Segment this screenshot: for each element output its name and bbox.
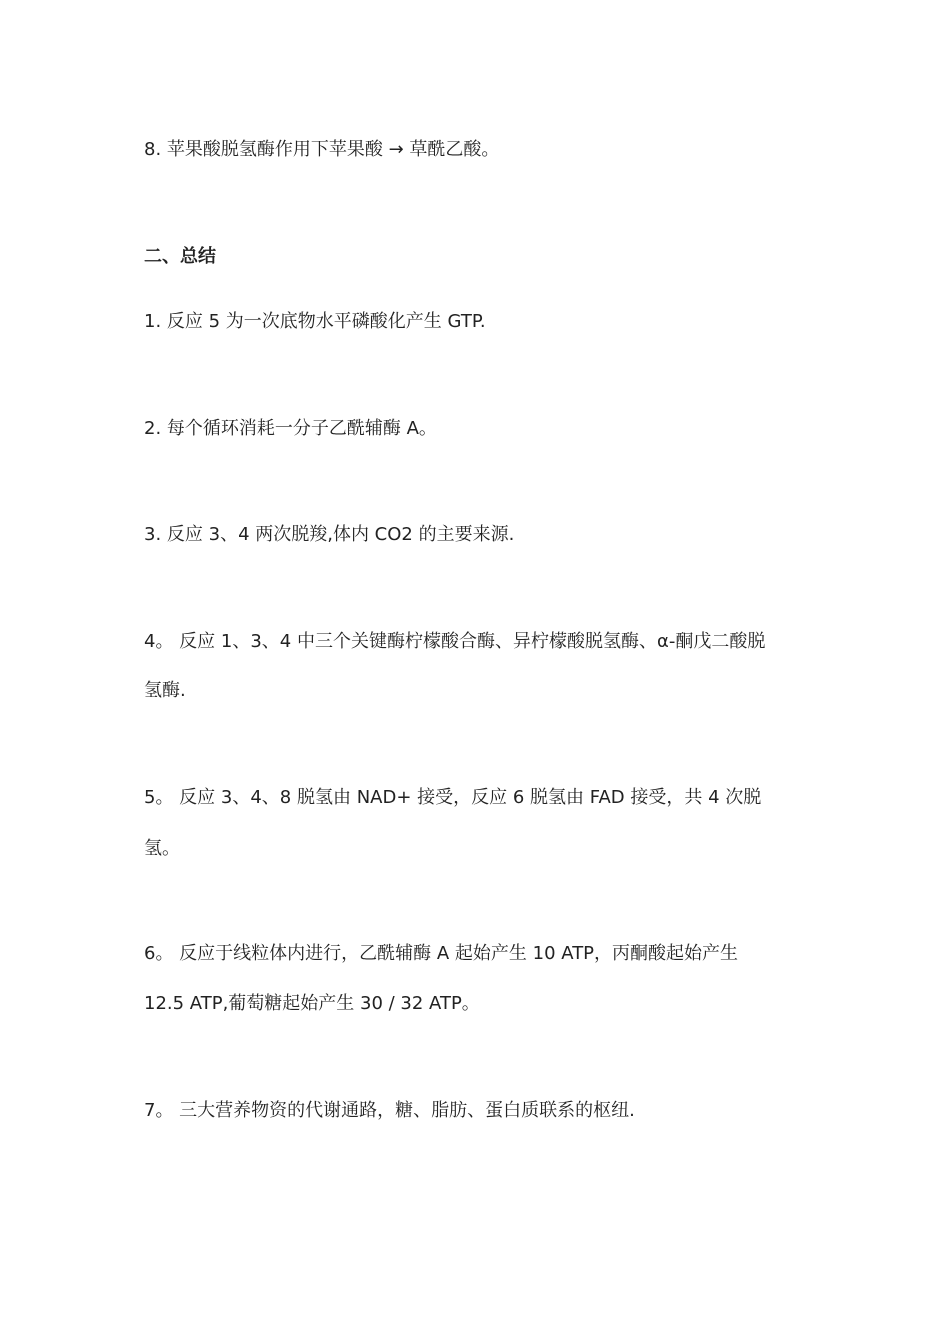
intro-item: 8. 苹果酸脱氢酶作用下苹果酸 → 草酰乙酸。 — [144, 139, 500, 160]
summary-item-3: 3. 反应 3、4 两次脱羧,体内 CO2 的主要来源. — [144, 524, 515, 545]
summary-item-5-line-1: 5。 反应 3、4、8 脱氢由 NAD+ 接受，反应 6 脱氢由 FAD 接受，共 4 次脱 — [144, 787, 762, 808]
summary-item-6-line-2: 12.5 ATP,葡萄糖起始产生 30 / 32 ATP。 — [144, 993, 480, 1014]
summary-item-5-line-2: 氢。 — [144, 838, 180, 859]
summary-item-2: 2. 每个循环消耗一分子乙酰辅酶 A。 — [144, 418, 437, 439]
summary-item-4-line-1: 4。 反应 1、3、4 中三个关键酶柠檬酸合酶、异柠檬酸脱氢酶、α-酮戊二酸脱 — [144, 631, 766, 652]
section-heading: 二、总结 — [144, 246, 216, 267]
summary-item-6-line-1: 6。 反应于线粒体内进行，乙酰辅酶 A 起始产生 10 ATP，丙酮酸起始产生 — [144, 943, 739, 964]
summary-item-7: 7。 三大营养物资的代谢通路，糖、脂肪、蛋白质联系的枢纽. — [144, 1100, 635, 1121]
summary-item-1: 1. 反应 5 为一次底物水平磷酸化产生 GTP. — [144, 311, 486, 332]
summary-item-4-line-2: 氢酶. — [144, 680, 186, 701]
